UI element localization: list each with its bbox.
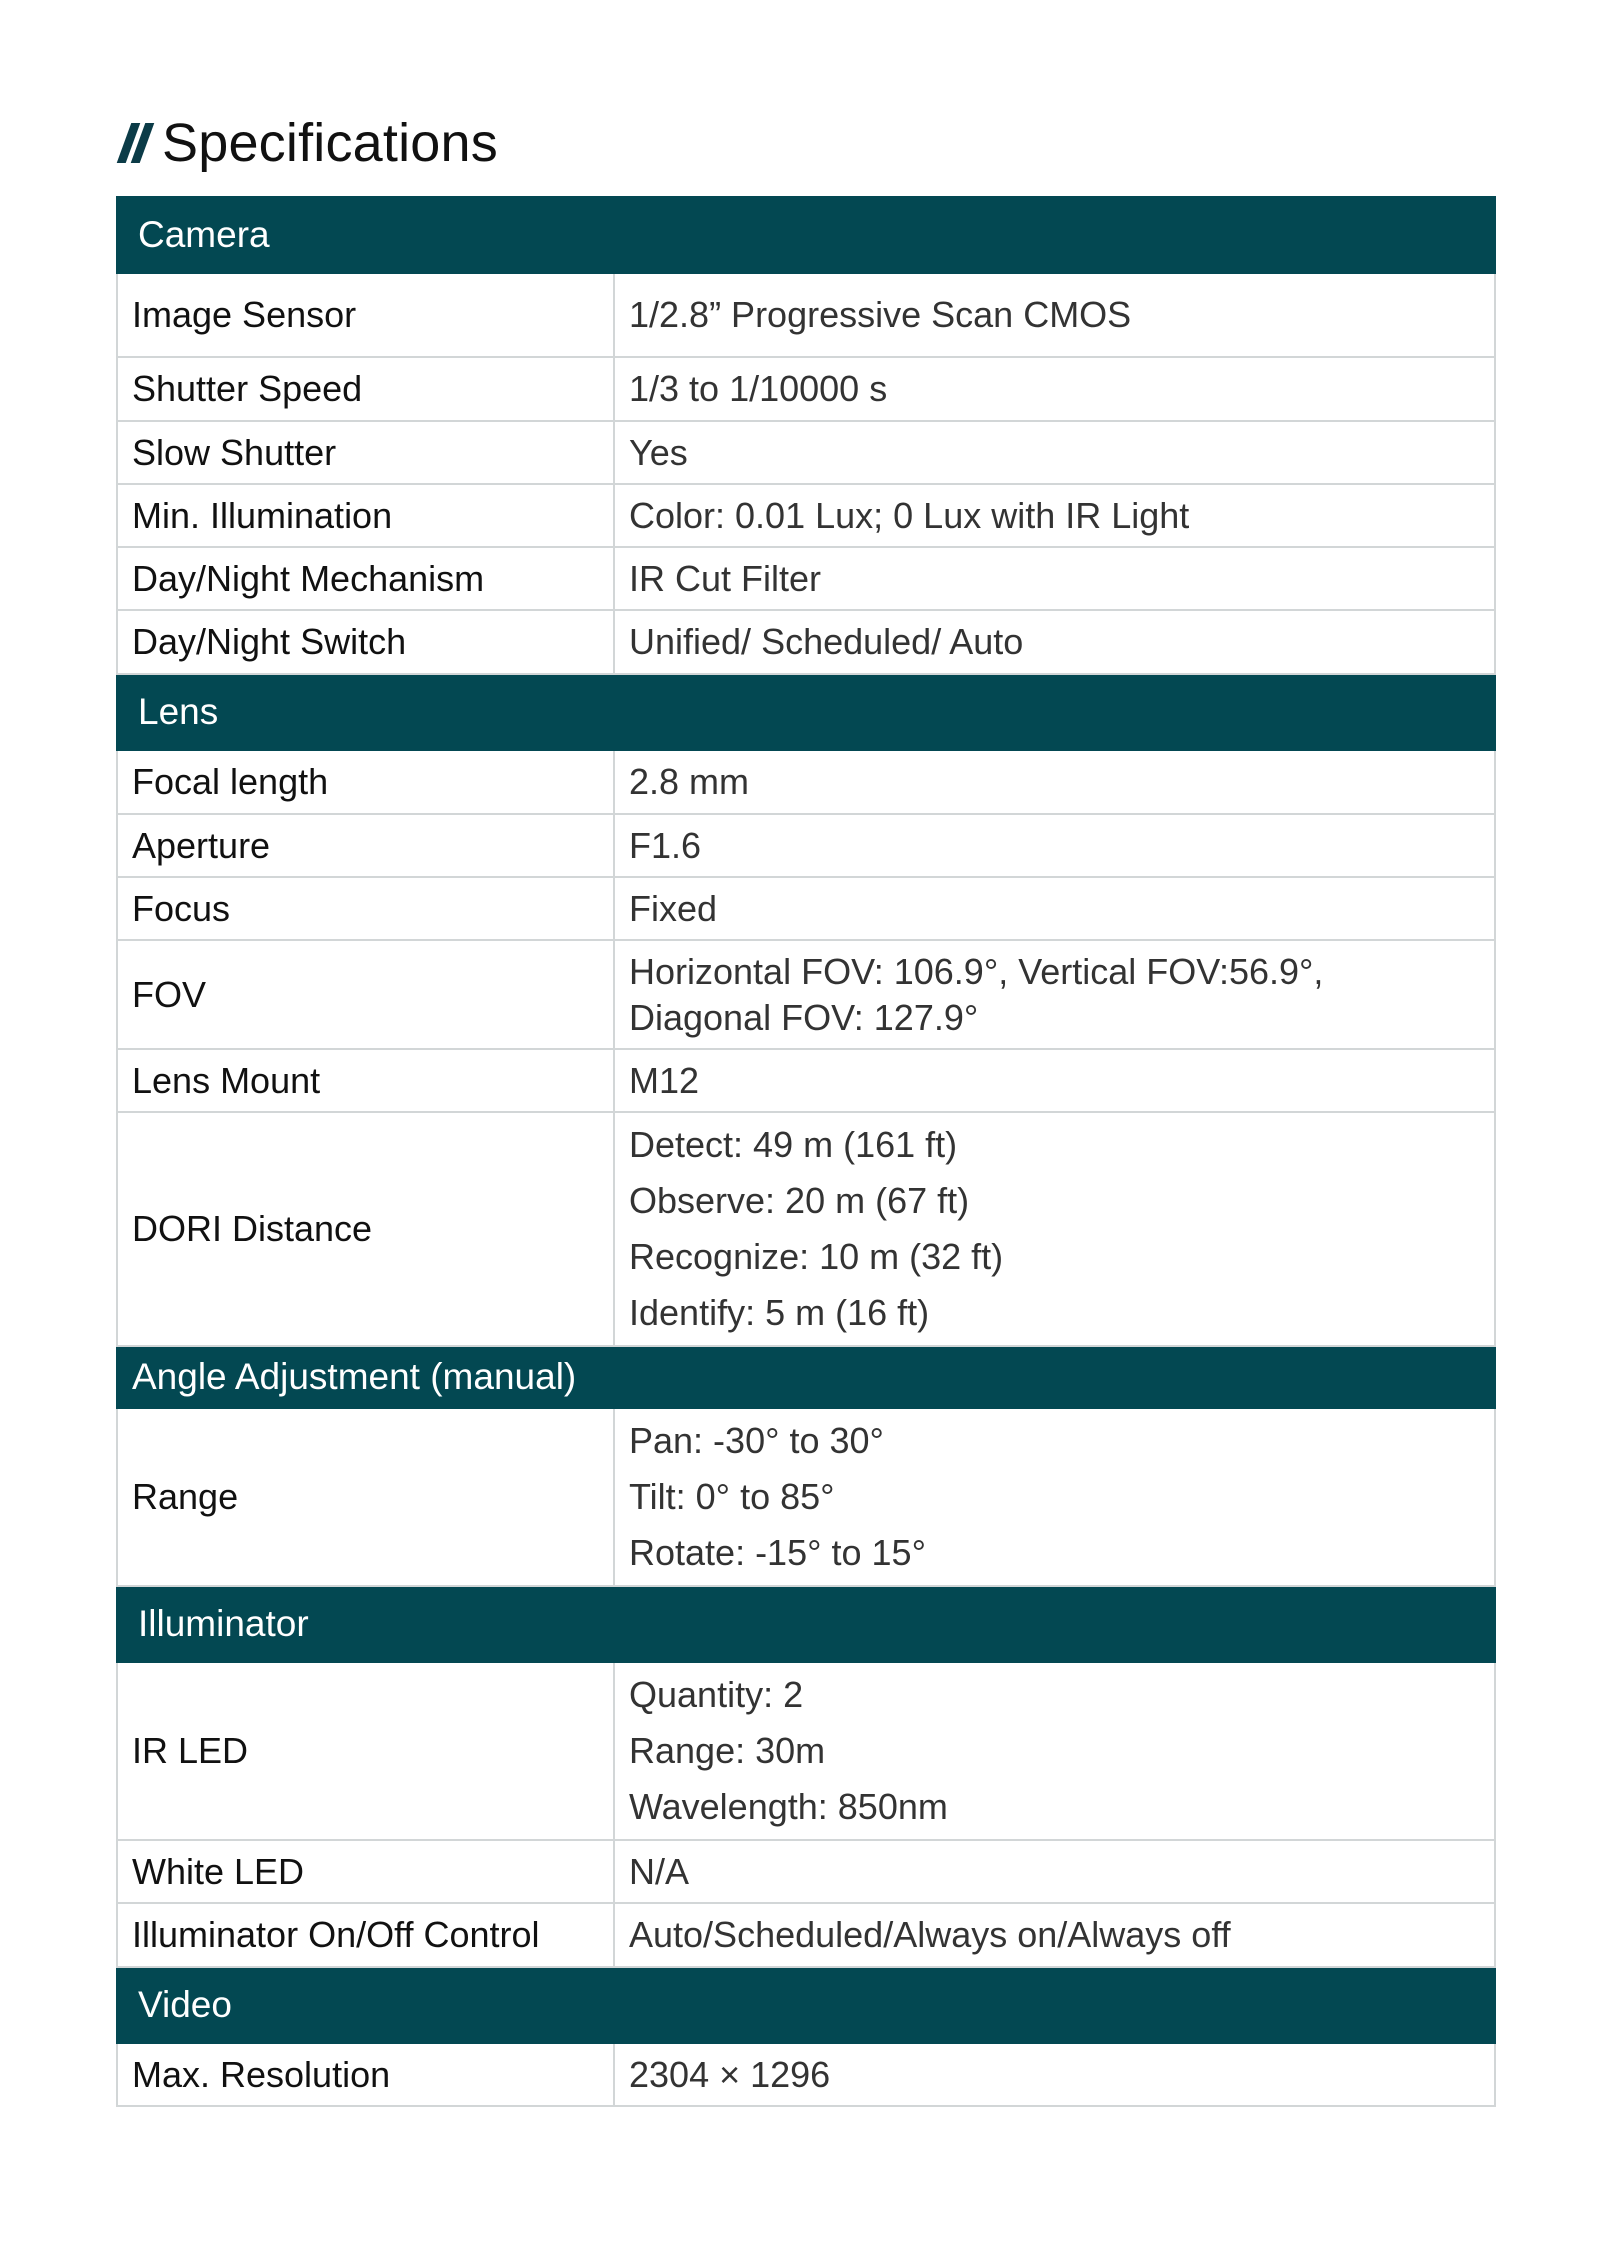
section-header-angle-adjustment: Angle Adjustment (manual) <box>117 1346 1495 1408</box>
spec-value-line: Identify: 5 m (16 ft) <box>629 1292 930 1333</box>
spec-value: Fixed <box>614 877 1495 940</box>
spec-value: Auto/Scheduled/Always on/Always off <box>614 1903 1495 1967</box>
page-title-text: Specifications <box>162 113 498 173</box>
spec-label: Day/Night Switch <box>117 610 614 674</box>
spec-label: FOV <box>117 940 614 1049</box>
spec-value-multiline <box>614 1662 1495 1840</box>
table-row <box>117 421 1495 484</box>
spec-label: Max. Resolution <box>117 2043 614 2106</box>
table-row <box>117 1840 1495 1903</box>
table-row <box>117 814 1495 877</box>
spec-value-line: Diagonal FOV: 127.9° <box>629 996 979 1038</box>
table-row <box>117 1112 1495 1346</box>
spec-value: Yes <box>614 421 1495 484</box>
spec-value: F1.6 <box>614 814 1495 877</box>
spec-label: DORI Distance <box>117 1112 614 1346</box>
spec-value-line: Wavelength: 850nm <box>629 1786 948 1827</box>
spec-label: Focus <box>117 877 614 940</box>
table-row <box>117 273 1495 357</box>
table-row <box>117 2043 1495 2106</box>
spec-value-multiline <box>614 940 1495 1049</box>
spec-value-line: Rotate: -15° to 15° <box>629 1532 926 1573</box>
spec-value-multiline <box>614 1408 1495 1586</box>
spec-value-line: Detect: 49 m (161 ft) <box>629 1124 958 1165</box>
spec-value-line: Recognize: 10 m (32 ft) <box>629 1236 1004 1277</box>
section-header-lens: Lens <box>117 674 1495 750</box>
table-row <box>117 1903 1495 1967</box>
spec-label: Aperture <box>117 814 614 877</box>
table-row <box>117 357 1495 421</box>
spec-value-line: Observe: 20 m (67 ft) <box>629 1180 970 1221</box>
spec-label: Slow Shutter <box>117 421 614 484</box>
spec-value-multiline <box>614 1112 1495 1346</box>
spec-label: White LED <box>117 1840 614 1903</box>
spec-label: Image Sensor <box>117 273 614 357</box>
table-row <box>117 1408 1495 1586</box>
table-row <box>117 750 1495 814</box>
spec-value-line: Range: 30m <box>629 1730 826 1771</box>
spec-label: IR LED <box>117 1662 614 1840</box>
spec-label: Day/Night Mechanism <box>117 547 614 610</box>
spec-value: 2304 × 1296 <box>614 2043 1495 2106</box>
section-header-row <box>117 1346 1495 1408</box>
spec-label: Illuminator On/Off Control <box>117 1903 614 1967</box>
spec-value: Color: 0.01 Lux; 0 Lux with IR Light <box>614 484 1495 547</box>
specifications-table <box>116 196 1496 2107</box>
table-row <box>117 1662 1495 1840</box>
table-row <box>117 610 1495 674</box>
table-row <box>117 877 1495 940</box>
spec-value-line: Horizontal FOV: 106.9°, Vertical FOV:56.9°, <box>629 950 1324 992</box>
table-row <box>117 547 1495 610</box>
spec-label: Focal length <box>117 750 614 814</box>
section-header-row <box>117 674 1495 750</box>
spec-label: Lens Mount <box>117 1049 614 1112</box>
spec-label: Min. Illumination <box>117 484 614 547</box>
spec-value: Unified/ Scheduled/ Auto <box>614 610 1495 674</box>
section-header-illuminator: Illuminator <box>117 1586 1495 1662</box>
page-title <box>116 108 498 178</box>
spec-value: 1/3 to 1/10000 s <box>614 357 1495 421</box>
section-header-video: Video <box>117 1967 1495 2043</box>
table-row <box>117 1049 1495 1112</box>
spec-value: 1/2.8” Progressive Scan CMOS <box>614 273 1495 357</box>
section-header-row <box>117 1586 1495 1662</box>
spec-value: N/A <box>614 1840 1495 1903</box>
spec-value-line: Quantity: 2 <box>629 1674 804 1715</box>
spec-value-line: Pan: -30° to 30° <box>629 1420 884 1461</box>
spec-value: 2.8 mm <box>614 750 1495 814</box>
section-header-row <box>117 197 1495 273</box>
table-row <box>117 940 1495 1049</box>
spec-value: IR Cut Filter <box>614 547 1495 610</box>
table-row <box>117 484 1495 547</box>
spec-label: Range <box>117 1408 614 1586</box>
spec-value: M12 <box>614 1049 1495 1112</box>
double-slash-icon <box>116 123 154 163</box>
spec-value-line: Tilt: 0° to 85° <box>629 1476 835 1517</box>
section-header-camera: Camera <box>117 197 1495 273</box>
spec-label: Shutter Speed <box>117 357 614 421</box>
section-header-row <box>117 1967 1495 2043</box>
